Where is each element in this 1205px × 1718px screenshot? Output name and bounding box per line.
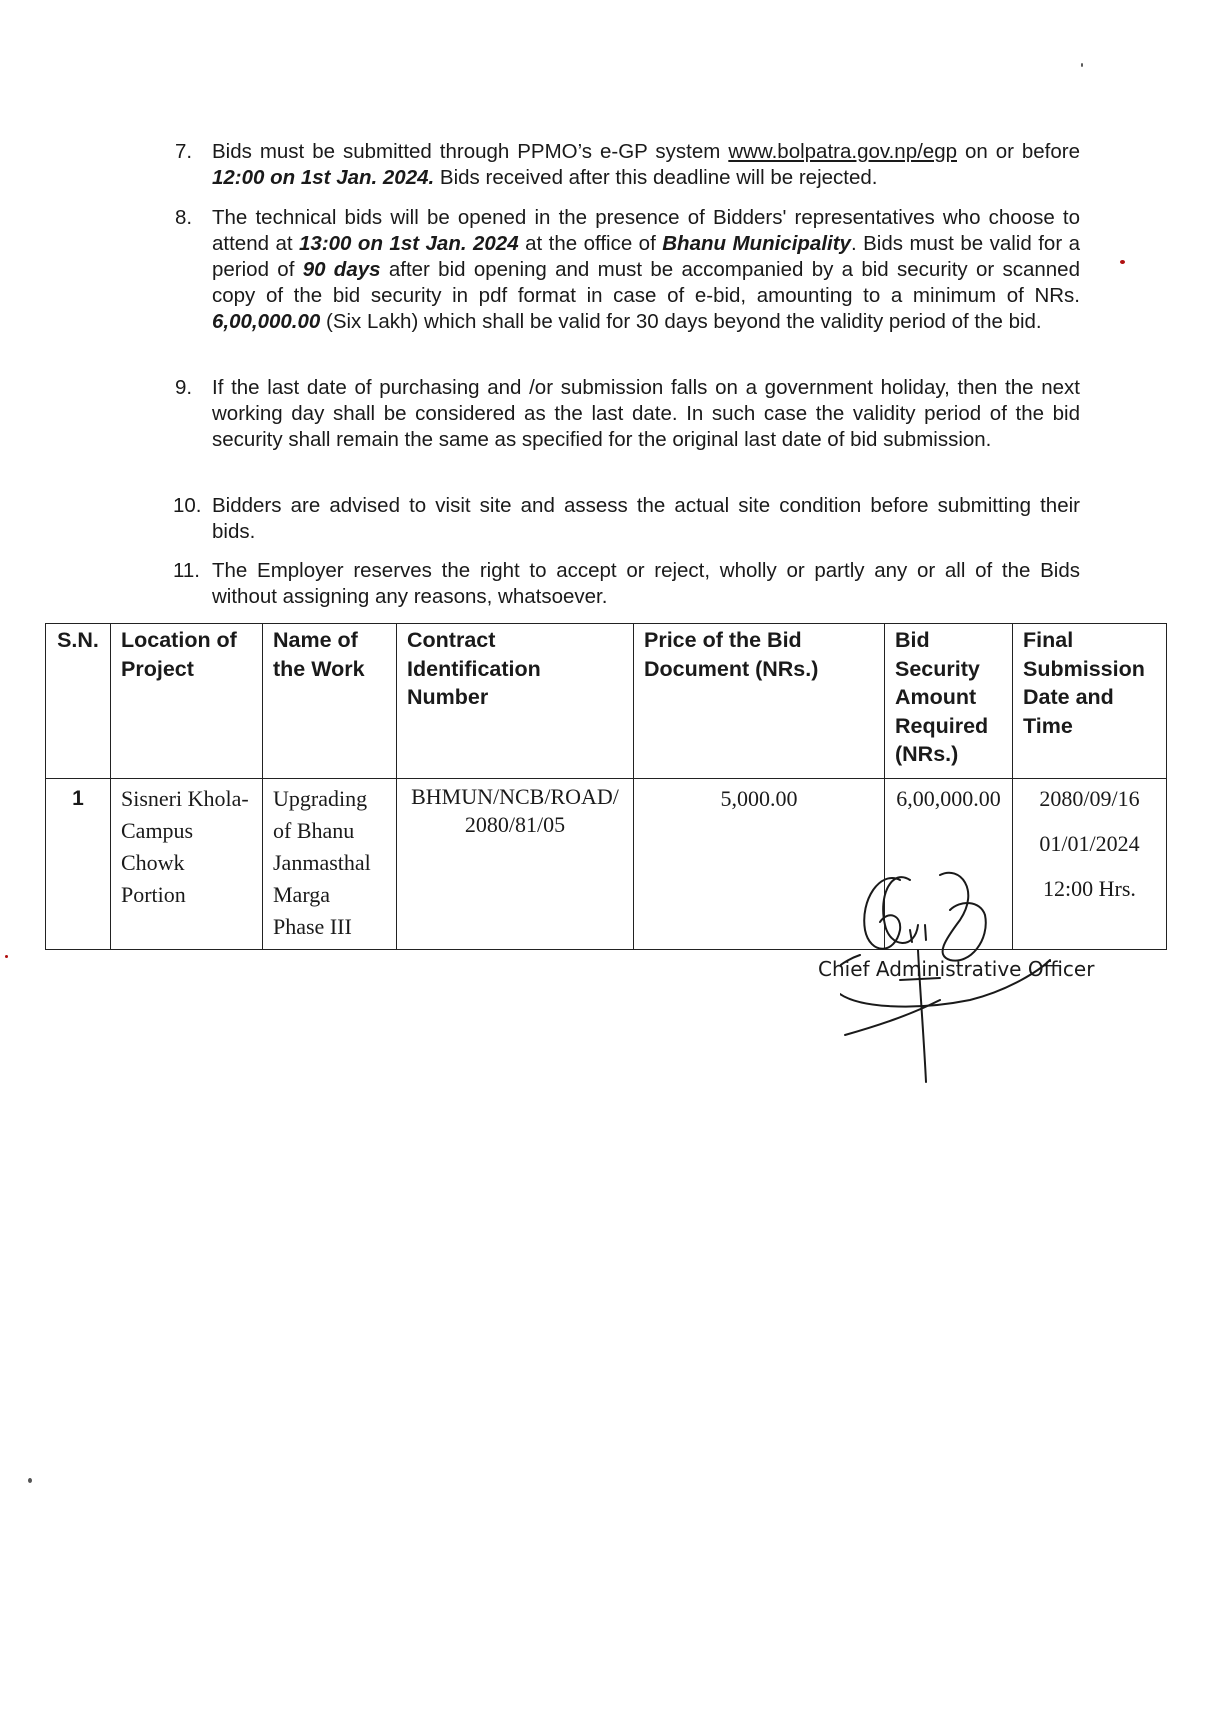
clause-text: (Six Lakh) which shall be valid for 30 days beyond the validity period of the bid. <box>320 310 1042 333</box>
column-header: Name of the Work <box>263 624 397 779</box>
clause-number: 9. <box>175 376 193 399</box>
scan-speck <box>1120 260 1125 264</box>
security-amount: 6,00,000.00 <box>212 310 321 333</box>
contract-id <box>397 779 634 950</box>
contract-id-line: 2080/81/05 <box>464 812 566 837</box>
clause-text: If the last date of purchasing and /or submission falls on a government holiday, then the next working day shall be considered as the last date. In such case the validity period of the bid security shall remain the same as specified for the original last date of bid submission. <box>212 376 1080 451</box>
clause-number: 10. <box>173 494 202 517</box>
column-header: Contract Identification Number <box>397 624 634 779</box>
clause-11 <box>175 558 1080 610</box>
column-header: Location of Project <box>111 624 263 779</box>
clause-text: Bids received after this deadline will be rejected. <box>434 166 878 189</box>
bid-security-amount: 6,00,000.00 <box>885 779 1013 950</box>
clause-10 <box>175 493 1080 545</box>
submission-deadline: 12:00 on 1st Jan. 2024. <box>212 166 435 189</box>
clause-text: after bid opening and must be accompanied by a bid security or scanned copy of the bid security in pdf format in case of e-bid, amounting to a minimum of NRs. <box>212 258 1080 307</box>
clause-text: . Bids must be valid for a period of <box>212 232 1081 281</box>
final-date-bs: 2080/09/16 <box>1039 786 1140 811</box>
serial-number: 1 <box>46 779 111 950</box>
column-header: Price of the Bid Document (NRs.) <box>634 624 885 779</box>
clause-text: Bids must be submitted through PPMO’s e-GP system <box>212 140 729 163</box>
scan-speck <box>28 1478 32 1483</box>
clause-number: 11. <box>173 559 200 582</box>
scan-speck <box>5 955 8 958</box>
clause-text: The Employer reserves the right to accept or reject, wholly or partly any or all of the Bids without assigning any reasons, whatsoever. <box>212 559 1080 608</box>
clause-number: 7. <box>175 140 193 163</box>
clause-text: The technical bids will be opened in the presence of Bidders' representatives who choose to attend at <box>212 206 1080 255</box>
column-header: Bid Security Amount Required (NRs.) <box>885 624 1013 779</box>
egp-link[interactable]: www.bolpatra.gov.np/egp <box>728 140 957 163</box>
column-header: Final Submission Date and Time <box>1013 624 1167 779</box>
clause-text: on or before <box>957 140 1081 163</box>
work-name: Upgrading of Bhanu Janmasthal Marga Phase III <box>263 779 397 950</box>
validity-period: 90 days <box>302 258 381 281</box>
table-header-row <box>46 624 1167 779</box>
final-time: 12:00 Hrs. <box>1043 876 1136 901</box>
clause-text: at the office of <box>518 232 663 255</box>
project-location: Sisneri Khola-Campus Chowk Portion <box>111 779 263 950</box>
contract-id-line: BHMUN/NCB/ROAD/ <box>411 784 619 809</box>
signatory-title: Chief Administrative Officer <box>818 957 1095 981</box>
bid-document-price: 5,000.00 <box>634 779 885 950</box>
final-date-ad: 01/01/2024 <box>1039 831 1140 856</box>
scan-speck <box>1081 63 1083 67</box>
clause-8 <box>175 205 1080 335</box>
clause-9 <box>175 375 1080 453</box>
clause-7 <box>175 139 1080 191</box>
clause-number: 8. <box>175 206 193 229</box>
column-header: S.N. <box>46 624 111 779</box>
office-name: Bhanu Municipality <box>662 232 851 255</box>
clause-text: Bidders are advised to visit site and assess the actual site condition before submitting their bids. <box>212 494 1080 543</box>
opening-time: 13:00 on 1st Jan. 2024 <box>299 232 519 255</box>
